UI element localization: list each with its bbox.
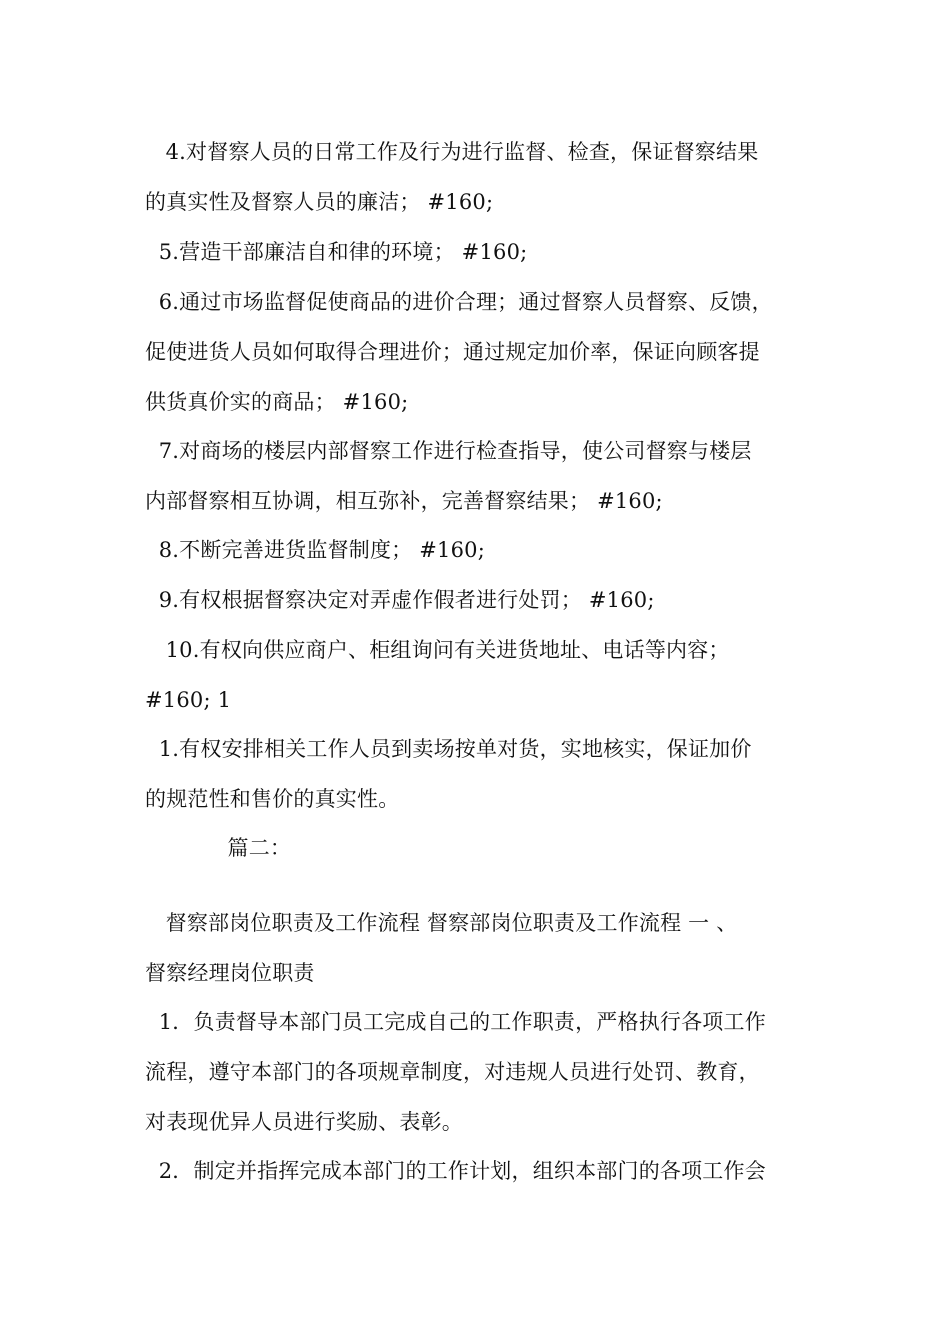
text-line: 2．制定并指挥完成本部门的工作计划，组织本部门的各项工作会 bbox=[145, 1159, 766, 1183]
paragraph-item-5 bbox=[145, 227, 810, 277]
text-line: 1．负责督导本部门员工完成自己的工作职责，严格执行各项工作 bbox=[145, 1010, 766, 1034]
text-line: 10.有权向供应商户、柜组询问有关进货地址、电话等内容； bbox=[145, 638, 730, 662]
text-line: 5.营造干部廉洁自和律的环境； #160; bbox=[145, 240, 528, 264]
text-line: 8.不断完善进货监督制度； #160; bbox=[145, 538, 486, 562]
text-line: 供货真价实的商品； #160; bbox=[145, 390, 409, 414]
text-line: 的真实性及督察人员的廉洁； #160; bbox=[145, 190, 494, 214]
text-line: #160; 1 bbox=[145, 688, 232, 712]
text-line: 对表现优异人员进行奖励、表彰。 bbox=[145, 1110, 463, 1134]
paragraph-item-11 bbox=[145, 724, 810, 824]
paragraph-item-1 bbox=[145, 997, 810, 1147]
text-line: 7.对商场的楼层内部督察工作进行检查指导，使公司督察与楼层 bbox=[145, 439, 752, 463]
text-line: 9.有权根据督察决定对弄虚作假者进行处罚； #160; bbox=[145, 588, 655, 612]
text-line: 4.对督察人员的日常工作及行为进行监督、检查，保证督察结果 bbox=[145, 140, 759, 164]
text-line: 6.通过市场监督促使商品的进价合理；通过督察人员督察、反馈， bbox=[145, 290, 773, 314]
paragraph-item-7 bbox=[145, 426, 810, 526]
text-line: 督察经理岗位职责 bbox=[145, 961, 315, 985]
text-line: 篇二： bbox=[145, 836, 292, 860]
paragraph-title bbox=[145, 898, 810, 998]
paragraph-item-10 bbox=[145, 625, 810, 725]
text-line: 督察部岗位职责及工作流程 督察部岗位职责及工作流程 一 、 bbox=[145, 911, 738, 935]
paragraph-item-4 bbox=[145, 127, 810, 227]
text-line: 内部督察相互协调，相互弥补，完善督察结果； #160; bbox=[145, 489, 663, 513]
paragraph-item-9 bbox=[145, 575, 810, 625]
text-line: 1.有权安排相关工作人员到卖场按单对货，实地核实，保证加价 bbox=[145, 737, 752, 761]
section-heading bbox=[145, 823, 810, 873]
text-line: 流程，遵守本部门的各项规章制度，对违规人员进行处罚、教育， bbox=[145, 1060, 760, 1084]
paragraph-item-6 bbox=[145, 277, 810, 427]
text-line: 的规范性和售价的真实性。 bbox=[145, 787, 400, 811]
text-line: 促使进货人员如何取得合理进价；通过规定加价率，保证向顾客提 bbox=[145, 340, 760, 364]
paragraph-item-8 bbox=[145, 525, 810, 575]
paragraph-item-2 bbox=[145, 1146, 810, 1196]
